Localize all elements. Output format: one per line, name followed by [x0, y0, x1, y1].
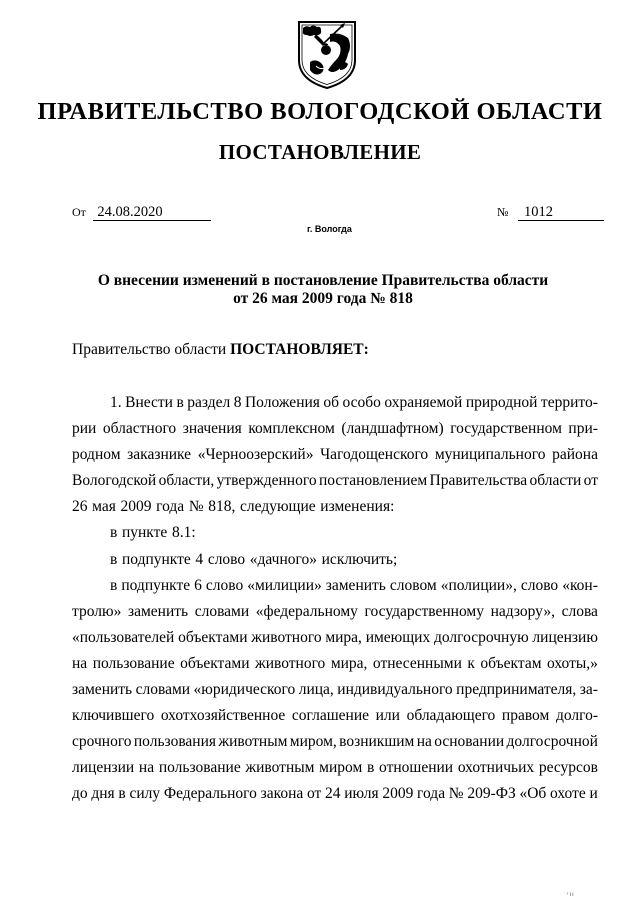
preamble [72, 341, 369, 359]
body-word: на [138, 759, 155, 777]
body-word: словами [135, 681, 191, 699]
body-line [72, 677, 598, 703]
body-word: 1. [110, 394, 122, 411]
body-word: при- [568, 420, 598, 438]
body-word: дня [91, 785, 115, 803]
body-word: № [188, 498, 204, 516]
body-line [72, 494, 598, 520]
body-word: в [176, 394, 184, 411]
body-word: объектам [480, 654, 542, 672]
body-word: охраняемой [384, 394, 463, 411]
body-word: пользования [133, 733, 217, 751]
body-word: пользование [92, 654, 175, 672]
document-number: 1012 [518, 204, 604, 221]
body-word: правом [501, 707, 550, 725]
body-line [72, 390, 598, 416]
body-word: ключившего [72, 707, 155, 725]
body-word: заказнике [127, 446, 192, 464]
body-word: в [110, 524, 118, 542]
body-line [72, 573, 598, 599]
body-word: раздел [187, 394, 231, 411]
body-word: природной [465, 394, 538, 411]
preamble-emphasis: ПОСТАНОВЛЯЕТ: [230, 341, 369, 358]
body-word: «юридического [193, 681, 296, 699]
body-word: на [72, 654, 88, 672]
body-word: «полиции», [440, 576, 517, 594]
body-word: «федеральному [255, 602, 358, 620]
document-body [72, 390, 598, 808]
body-word: 818, [208, 498, 236, 516]
body-word: на [416, 733, 432, 751]
body-word: государственном [450, 420, 562, 438]
body-word: срочного [72, 733, 132, 751]
document-date-field [72, 204, 211, 221]
body-word: государственному [364, 602, 484, 620]
body-word: «Черноозерский» [197, 446, 314, 464]
body-word: объектами [178, 628, 248, 646]
footer-mark: ווי [567, 892, 575, 898]
body-word: «дачного» [249, 550, 317, 568]
body-word: утвержденного [216, 472, 317, 490]
body-word: отношении [379, 759, 454, 777]
body-word: животным [245, 759, 315, 777]
body-word: Внести [125, 394, 173, 411]
body-line [72, 416, 598, 442]
body-word: в [367, 759, 375, 777]
body-word: миром [319, 759, 363, 777]
body-word: 8 [233, 394, 242, 411]
body-word: объектами [180, 654, 250, 672]
body-word: 8.1: [171, 524, 196, 542]
government-title: ПРАВИТЕЛЬСТВО ВОЛОГОДСКОЙ ОБЛАСТИ [37, 98, 603, 125]
body-word: 24 [325, 785, 341, 803]
subject-line-2: от 26 мая 2009 года № 818 [233, 290, 413, 307]
body-word: 4 [195, 550, 204, 568]
body-word: силу [129, 785, 161, 803]
body-word: рии [72, 420, 97, 438]
body-word: долго- [555, 707, 598, 725]
body-word: об [323, 394, 340, 411]
body-word: мира, [330, 654, 368, 672]
body-word: области, [158, 472, 215, 490]
body-line [72, 442, 598, 468]
body-word: Федерального [163, 785, 257, 803]
body-word: 2009 [120, 498, 152, 516]
body-line [72, 625, 598, 651]
body-word: 2009 [382, 785, 414, 803]
body-word: животного [251, 628, 322, 646]
body-word: основании [434, 733, 505, 751]
body-word: 209-ФЗ [467, 785, 516, 803]
body-word: надзору», [490, 602, 555, 620]
body-word: особо [342, 394, 381, 411]
body-line [72, 468, 598, 494]
body-word: заменить [325, 576, 386, 594]
body-word: и [589, 785, 598, 803]
body-line [72, 547, 598, 573]
body-word: июля [344, 785, 379, 803]
body-word: мая [92, 498, 116, 516]
body-word: областного [102, 420, 177, 438]
body-word: года [156, 498, 185, 516]
body-word: № [448, 785, 464, 803]
body-word: охоты,» [547, 654, 598, 672]
body-word: имеющих [365, 628, 431, 646]
body-word: тролю» [72, 602, 122, 620]
body-word: изменения: [320, 498, 395, 516]
body-word: охоте [550, 785, 586, 803]
body-word: животным [218, 733, 288, 751]
document-city: г. Вологда [307, 224, 352, 234]
body-line [72, 729, 598, 755]
body-word: словом [389, 576, 437, 594]
body-word: 26 [72, 498, 88, 516]
body-word: Чагодощенского [320, 446, 429, 464]
body-word: слово [520, 576, 559, 594]
body-word: Положения [244, 394, 320, 411]
body-word: лицензии [72, 759, 135, 777]
body-word: лица, [298, 681, 334, 699]
body-word: мира, [325, 628, 362, 646]
body-word: или [375, 707, 400, 725]
body-word: постановлением [318, 472, 428, 490]
body-word: обладающего [406, 707, 496, 725]
body-word: подпункте [121, 550, 191, 568]
body-word: значения [182, 420, 242, 438]
body-line [72, 651, 598, 677]
body-word: в [110, 576, 118, 594]
body-word: в [118, 785, 126, 803]
body-word: Правительства [429, 472, 528, 490]
body-word: охотничьих [457, 759, 535, 777]
body-word: следующие [240, 498, 316, 516]
body-word: лицензию [532, 628, 598, 646]
body-word: от [583, 472, 598, 490]
body-word: «милиции» [247, 576, 322, 594]
body-word: заменить [72, 681, 133, 699]
body-line [72, 781, 598, 807]
body-word: года [417, 785, 446, 803]
body-word: «кон- [562, 576, 598, 594]
body-word: пункте [121, 524, 168, 542]
body-word: миром, [289, 733, 337, 751]
body-word: отнесенными [372, 654, 462, 672]
body-line [72, 599, 598, 625]
body-word: родном [72, 446, 121, 464]
body-word: в [110, 550, 118, 568]
body-word: «пользователей [72, 628, 175, 646]
body-word: долгосрочную [433, 628, 529, 646]
body-word: области [529, 472, 582, 490]
date-prefix: От [72, 205, 86, 219]
body-word: подпункте [121, 576, 191, 594]
body-word: слова [561, 602, 598, 620]
body-word: района [552, 446, 598, 464]
body-word: комплексном [248, 420, 335, 438]
body-word: предпринимателя, [456, 681, 577, 699]
body-word: долгосрочной [506, 733, 598, 751]
body-word: слово [207, 550, 246, 568]
body-word: закона [260, 785, 304, 803]
body-word: пользование [158, 759, 241, 777]
body-line [72, 520, 598, 546]
body-word: Вологодской [72, 472, 157, 490]
body-word: террито- [540, 394, 598, 411]
body-word: «Об [519, 785, 547, 803]
body-word: соглашение [291, 707, 370, 725]
subject-line-1: О внесении изменений в постановление Правительства области [97, 272, 549, 289]
vologda-coat-of-arms-icon [296, 20, 358, 90]
number-prefix: № [497, 205, 509, 219]
body-word: охотхозяйственное [160, 707, 286, 725]
body-word: словами [194, 602, 250, 620]
document-date: 24.08.2020 [93, 204, 211, 221]
body-word: ресурсов [538, 759, 598, 777]
body-word: за- [579, 681, 598, 699]
body-word: возникшим [339, 733, 415, 751]
body-line [72, 755, 598, 781]
body-word: от [306, 785, 322, 803]
body-word: к [467, 654, 475, 672]
document-subject [72, 272, 574, 308]
body-word: исключить; [321, 550, 398, 568]
body-word: 6 [194, 576, 202, 594]
body-word: животного [255, 654, 326, 672]
preamble-text: Правительство области [72, 341, 231, 358]
body-word: заменить [127, 602, 189, 620]
body-word: (ландшафтном) [341, 420, 444, 438]
body-word: слово [205, 576, 244, 594]
body-line [72, 703, 598, 729]
body-word: индивидуального [337, 681, 453, 699]
body-word: муниципального [434, 446, 546, 464]
document-number-field [497, 204, 604, 221]
body-word: до [72, 785, 88, 803]
document-type: ПОСТАНОВЛЕНИЕ [218, 140, 422, 164]
